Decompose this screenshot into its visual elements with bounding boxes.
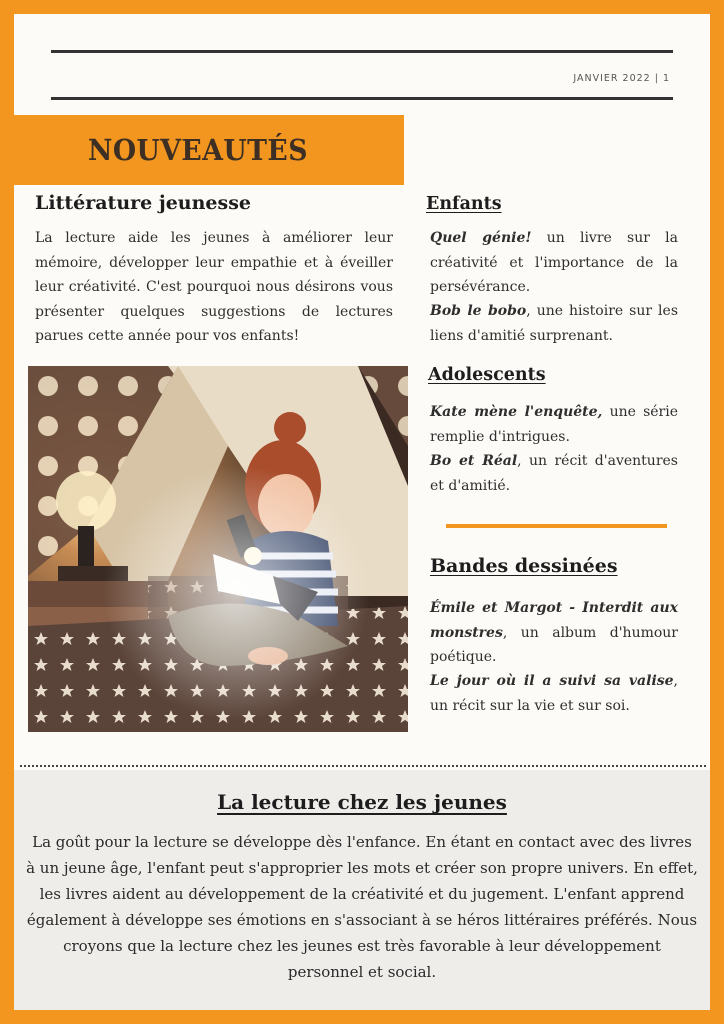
book-description: un livre sur la créativité et l'importance de la persévérance. bbox=[430, 230, 678, 295]
header-rule-bottom bbox=[51, 97, 673, 100]
book-description: , un récit sur la vie et sur soi. bbox=[430, 673, 678, 714]
section-divider bbox=[446, 524, 667, 528]
heading-bandes-dessinees: Bandes dessinées bbox=[430, 555, 618, 577]
adolescents-item-2 bbox=[430, 449, 678, 498]
bd-item-1 bbox=[430, 596, 678, 670]
intro-paragraph: La lecture aide les jeunes à améliorer leur mémoire, développer leur empathie et à éveiller leur créativité. C'est pourquoi nous désirons vous présenter quelques suggestions de lectures parues cette année pour vos enfants! bbox=[35, 230, 393, 344]
book-title: Émile et Margot - Interdit aux monstres bbox=[430, 600, 678, 641]
book-description: , une histoire sur les liens d'amitié surprenant. bbox=[430, 303, 678, 344]
photo-illustration bbox=[28, 366, 408, 732]
section-subtitle: Littérature jeunesse bbox=[35, 192, 252, 214]
reading-child-photo bbox=[28, 366, 408, 732]
book-title: Quel génie! bbox=[430, 230, 532, 246]
enfants-item-2 bbox=[430, 299, 678, 348]
heading-adolescents: Adolescents bbox=[428, 365, 546, 385]
adolescents-item-1 bbox=[430, 400, 678, 449]
enfants-item-1 bbox=[430, 226, 678, 300]
book-title: Bo et Réal bbox=[430, 453, 518, 469]
dotted-separator bbox=[20, 765, 706, 767]
bottom-title: La lecture chez les jeunes bbox=[217, 790, 507, 814]
book-description: , un récit d'aventures et d'amitié. bbox=[430, 453, 678, 494]
book-description: une série remplie d'intrigues. bbox=[430, 404, 678, 445]
book-description: , un album d'humour poétique. bbox=[430, 624, 678, 665]
heading-enfants: Enfants bbox=[426, 194, 502, 214]
issue-label: JANVIER 2022 | 1 bbox=[573, 73, 670, 84]
banner-title: NOUVEAUTÉS bbox=[88, 133, 308, 167]
bottom-paragraph: La goût pour la lecture se développe dès l'enfance. En étant en contact avec des livres à un jeune âge, l'enfant peut s'approprier les mots et créer son propre univers. En effet, les livres aident au développement de la créativité et du jugement. L'enfant apprend également à développe ses émotions en s'associant à se héros littéraires préférés. Nous croyons que la lecture chez les jeunes est très favorable à leur développement personnel et social. bbox=[26, 833, 698, 981]
section-banner bbox=[14, 115, 404, 185]
bd-item-2 bbox=[430, 669, 678, 718]
header-rule-top bbox=[51, 50, 673, 53]
book-title: Kate mène l'enquête, bbox=[430, 404, 603, 420]
book-title: Le jour où il a suivi sa valise bbox=[430, 673, 674, 689]
book-title: Bob le bobo bbox=[430, 303, 527, 319]
